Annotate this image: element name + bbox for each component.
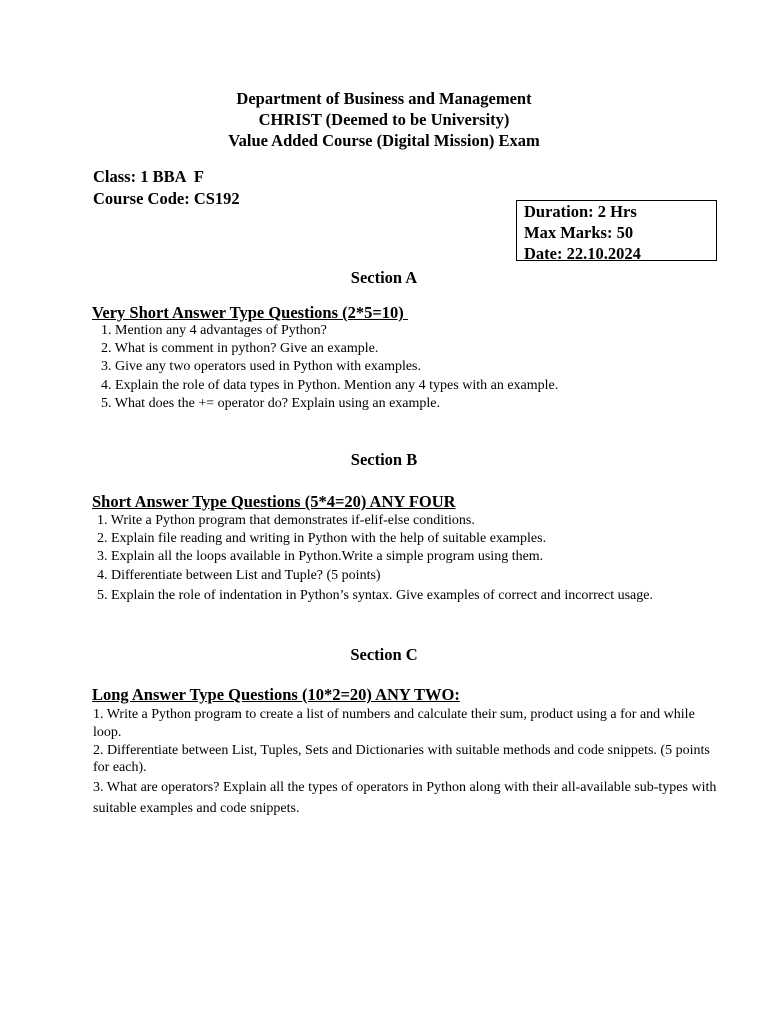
exam-details-box: [516, 200, 717, 261]
exam-info: [93, 166, 240, 210]
section-c-heading: Long Answer Type Questions (10*2=20) ANY TWO:: [92, 685, 460, 704]
course-code-label: Course Code: CS192: [93, 189, 240, 208]
section-a-title: Section A: [350, 268, 418, 287]
class-label: Class: 1 BBA F: [93, 167, 204, 186]
question-item: 5. What does the += operator do? Explain using an example.: [101, 395, 440, 411]
section-b-questions: [97, 512, 687, 606]
question-item: 4. Differentiate between List and Tuple? (5 points): [97, 567, 381, 583]
question-item: 5. Explain the role of indentation in Python’s syntax. Give examples of correct and incorrect usage.: [97, 587, 653, 603]
exam-header: [0, 88, 768, 151]
section-b-heading: Short Answer Type Questions (5*4=20) ANY FOUR: [92, 492, 456, 511]
question-item: 1. Mention any 4 advantages of Python?: [101, 323, 327, 338]
question-item: 1. Write a Python program that demonstrates if-elif-else conditions.: [97, 513, 475, 528]
university-title: CHRIST (Deemed to be University): [258, 110, 510, 129]
question-item: 3. Give any two operators used in Python with examples.: [101, 359, 422, 375]
section-a-heading: Very Short Answer Type Questions (2*5=10): [92, 303, 408, 322]
duration-label: Duration: 2 Hrs: [524, 202, 637, 221]
question-item: 1. Write a Python program to create a list of numbers and calculate their sum, product using a for and while loop.: [93, 707, 695, 740]
question-item: 3. What are operators? Explain all the types of operators in Python along with their all-available sub-types with suitable examples and code snippets.: [93, 780, 717, 817]
exam-title: Value Added Course (Digital Mission) Exam: [228, 131, 540, 150]
question-item: 4. Explain the role of data types in Python. Mention any 4 types with an example.: [101, 377, 559, 393]
question-item: 2. Differentiate between List, Tuples, Sets and Dictionaries with suitable methods and code snippets. (5 points for each).: [93, 742, 710, 776]
max-marks-label: Max Marks: 50: [524, 223, 634, 242]
question-item: 3. Explain all the loops available in Python.Write a simple program using them.: [97, 549, 544, 565]
section-c-questions: [93, 706, 723, 819]
question-item: 2. Explain file reading and writing in Python with the help of suitable examples.: [97, 531, 547, 547]
department-title: Department of Business and Management: [236, 89, 532, 108]
section-b-title: Section B: [350, 450, 418, 469]
date-label: Date: 22.10.2024: [524, 244, 641, 263]
question-item: 2. What is comment in python? Give an example.: [101, 341, 379, 357]
section-c-title: Section C: [350, 645, 418, 664]
section-a-questions: [101, 322, 558, 413]
